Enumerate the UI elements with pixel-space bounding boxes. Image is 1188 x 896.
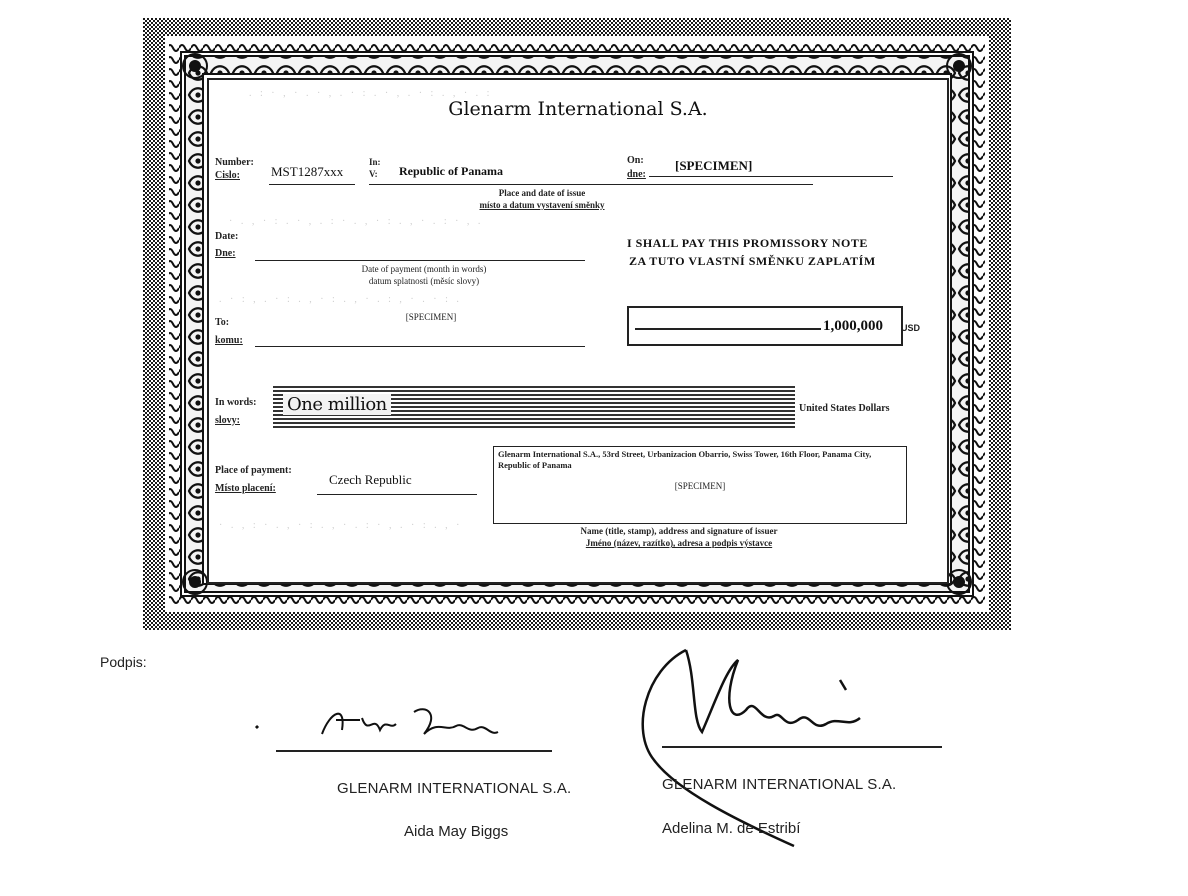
inwords-hatched-field — [273, 384, 795, 428]
amount-value: 1,000,000 — [823, 318, 883, 334]
signature-right-line — [662, 746, 942, 748]
payment-place-label-en: Place of payment: — [215, 465, 292, 476]
note-number: MST1287xxx — [271, 164, 344, 179]
number-label-cz: Cislo: — [215, 170, 240, 181]
payment-place-value: Czech Republic — [329, 472, 412, 487]
inwords-label-cz: slovy: — [215, 415, 240, 426]
issuer-box — [493, 446, 907, 524]
date-caption-en: Date of payment (month in words) — [361, 264, 487, 274]
promise-text-en: I SHALL PAY THIS PROMISSORY NOTE — [627, 236, 868, 250]
issuer-caption-cz: Jméno (název, razítko), adresa a podpis výstavce — [585, 538, 773, 548]
amount-box — [627, 306, 903, 346]
issue-place: Republic of Panama — [399, 164, 504, 178]
place-date-caption-en: Place and date of issue — [498, 188, 586, 198]
signature-right-scribble — [626, 640, 926, 850]
payee-underline — [255, 346, 585, 347]
amount-leader-line — [635, 328, 821, 330]
signature-right-name: Adelina M. de Estribí — [662, 820, 801, 837]
payment-place-label-cz: Místo placení: — [215, 483, 276, 494]
in-label-en: In: — [369, 157, 381, 167]
payment-place-underline — [317, 494, 477, 495]
signature-left-org: GLENARM INTERNATIONAL S.A. — [337, 780, 572, 797]
place-date-underline — [369, 184, 813, 185]
issuer-title: Glenarm International S.A. — [448, 98, 708, 120]
inwords-label-en: In words: — [215, 397, 257, 408]
issuer-specimen: [SPECIMEN] — [674, 481, 726, 491]
payee-value: [SPECIMEN] — [405, 312, 457, 322]
on-underline — [649, 176, 893, 177]
certificate-body: . : · , · . · , . · : . · , . · : . , · . : · . , · : . · , . : · . , · : . , · . : · , . . · : , . · : . , · : . , · . : , · . · : . · . , : · . , · : . , · . : · , . · : . , · Glenarm International S.A. Number: Cislo: MST1287xxx In: V: Republic of Panama On: dne: [SPECIMEN] Place and date of issue místo a datum vystavení směnky Date: Dne: Date of payment (month in words) datum splatnosti (měsíc slovy) I SHALL PAY THIS PROMISSORY NOTE ZA TUTO VLASTNÍ SMĚNKU ZAPLATÍM To: komu: [SPECIMEN] 1,000,000 USD In words: slovy: One million United States Dollars Glenarm International S.A., 53rd Street, Urbanizacion Obarrio, Swiss Tower, 16th Floor, Panama City, Republic of Panama [SPECIMEN] Place of payment: Místo placení: Czech Republic Name (title, stamp), address and signature of issuer Jméno (název, razítko), adresa a podpis výstavce — [207, 78, 949, 584]
to-label-cz: komu: — [215, 335, 243, 346]
issuer-caption-en: Name (title, stamp), address and signature of issuer — [580, 526, 778, 536]
on-label-en: On: — [627, 155, 644, 166]
signature-left-line — [276, 750, 552, 752]
date-caption-cz: datum splatnosti (měsíc slovy) — [368, 276, 480, 286]
place-date-caption-cz: místo a datum vystavení směnky — [479, 200, 605, 210]
signature-left-name: Aida May Biggs — [404, 823, 509, 840]
date-label-cz: Dne: — [215, 248, 236, 259]
date-underline — [255, 260, 585, 261]
issue-date: [SPECIMEN] — [675, 158, 753, 173]
to-label-en: To: — [215, 317, 230, 328]
podpis-label: Podpis: — [100, 654, 147, 670]
number-label-en: Number: — [215, 157, 254, 168]
promissory-note-certificate — [143, 18, 1011, 630]
date-label-en: Date: — [215, 231, 239, 242]
promise-text-cz: ZA TUTO VLASTNÍ SMĚNKU ZAPLATÍM — [629, 254, 876, 268]
in-label-cz: V: — [369, 169, 378, 179]
inwords-value: One million — [283, 394, 391, 415]
amount-currency: USD — [901, 323, 921, 333]
on-label-cz: dne: — [627, 169, 646, 180]
number-underline — [269, 184, 355, 185]
issuer-address: Glenarm International S.A., 53rd Street, Urbanizacion Obarrio, Swiss Tower, 16th Floor, Panama City, Republic of Panama — [498, 449, 872, 470]
inwords-currency: United States Dollars — [799, 403, 890, 414]
signature-right-org: GLENARM INTERNATIONAL S.A. — [662, 776, 897, 793]
